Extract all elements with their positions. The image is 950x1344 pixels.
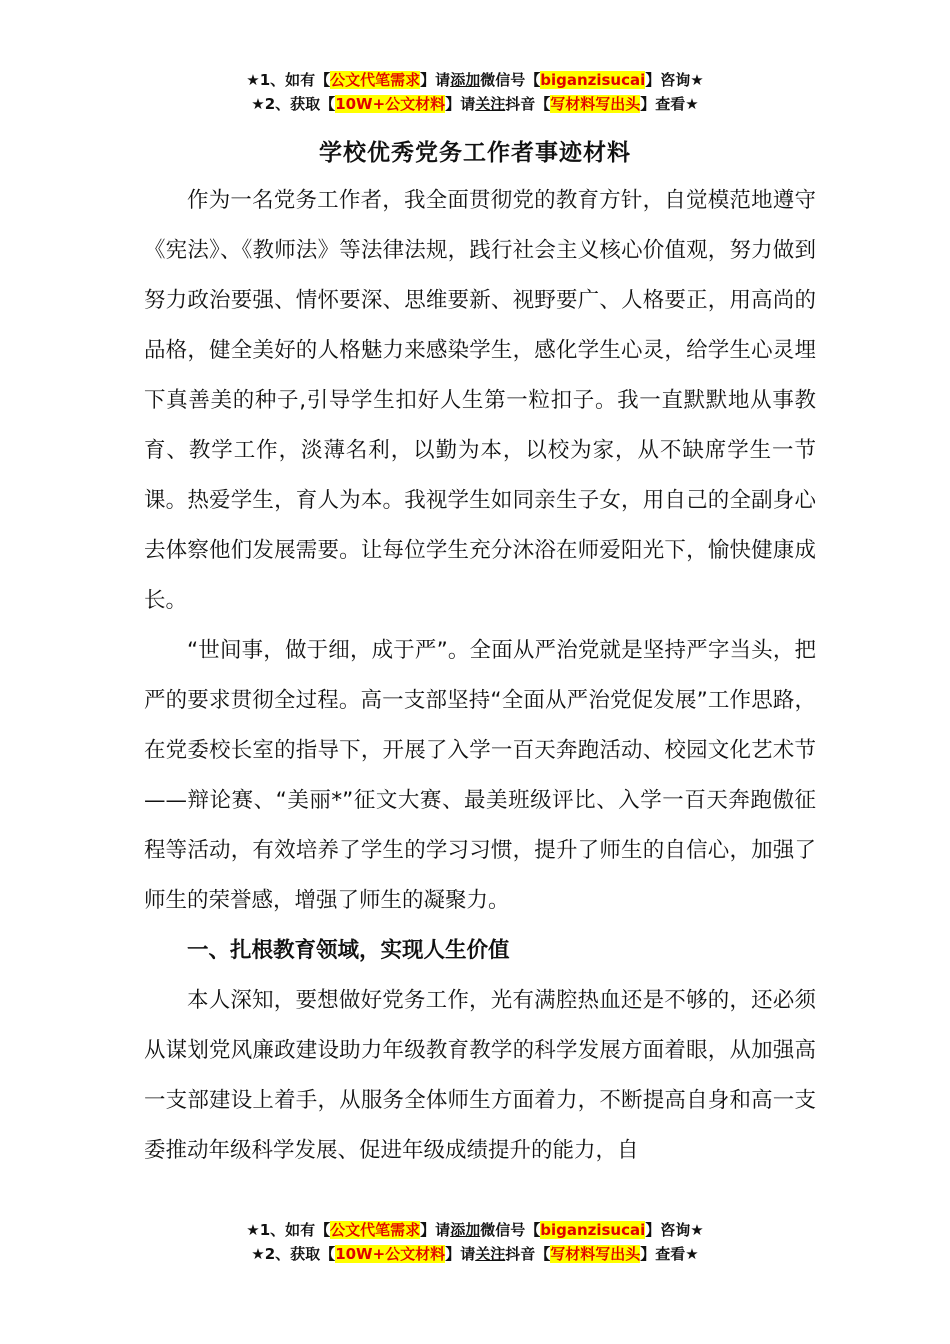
banner-line-1 xyxy=(0,68,950,92)
banner-highlight: 10W+公文材料 xyxy=(335,1245,446,1263)
banner-highlight: 公文代笔需求 xyxy=(330,71,421,89)
banner-text: 抖音【 xyxy=(505,95,551,113)
banner-text: ★2、获取【 xyxy=(251,95,336,113)
banner-highlight: 公文代笔需求 xyxy=(330,1221,421,1239)
header-banner xyxy=(0,68,950,116)
banner-text: ★2、获取【 xyxy=(251,1245,336,1263)
banner-underline: 添加 xyxy=(450,71,481,89)
banner-text: ★1、如有【 xyxy=(246,1221,331,1239)
banner-text: 】请 xyxy=(445,95,476,113)
banner-text: 】请 xyxy=(420,71,451,89)
banner-text: ★1、如有【 xyxy=(246,71,331,89)
banner-text: 】咨询★ xyxy=(645,71,704,89)
banner-line-1 xyxy=(0,1218,950,1242)
banner-underline: 关注 xyxy=(475,95,506,113)
banner-text: 】查看★ xyxy=(640,1245,699,1263)
document-body xyxy=(144,176,816,1176)
section-heading: 一、扎根教育领域，实现人生价值 xyxy=(187,938,510,963)
banner-text: 】查看★ xyxy=(640,95,699,113)
banner-line-2 xyxy=(0,92,950,116)
banner-text: 】咨询★ xyxy=(645,1221,704,1239)
banner-highlight: 写材料写出头 xyxy=(550,95,641,113)
banner-text: 微信号【 xyxy=(480,1221,541,1239)
paragraph: 作为一名党务工作者，我全面贯彻党的教育方针，自觉模范地遵守《宪法》、《教师法》等法律法规，践行社会主义核心价值观，努力做到努力政治要强、情怀要深、思维要新、视野要广、人格要正，用高尚的品格，健全美好的人格魅力来感染学生，感化学生心灵，给学生心灵埋下真善美的种子,引导学生扣好人生第一粒扣子。我一直默默地从事教育、教学工作，淡薄名利，以勤为本，以校为家，从不缺席学生一节课。热爱学生，育人为本。我视学生如同亲生子女，用自己的全副身心去体察他们发展需要。让每位学生充分沐浴在师爱阳光下，愉快健康成长。 xyxy=(144,188,816,613)
banner-text: 】请 xyxy=(420,1221,451,1239)
document-title: 学校优秀党务工作者事迹材料 xyxy=(319,140,631,166)
banner-highlight: 10W+公文材料 xyxy=(335,95,446,113)
paragraph: 本人深知，要想做好党务工作，光有满腔热血还是不够的，还必须从谋划党风廉政建设助力年级教育教学的科学发展方面着眼，从加强高一支部建设上着手，从服务全体师生方面着力，不断提高自身和高一支委推动年级科学发展、促进年级成绩提升的能力，自 xyxy=(144,988,816,1163)
footer-banner xyxy=(0,1218,950,1266)
banner-text: 抖音【 xyxy=(505,1245,551,1263)
banner-highlight: 写材料写出头 xyxy=(550,1245,641,1263)
banner-highlight: biganzisucai xyxy=(540,1221,646,1239)
banner-underline: 关注 xyxy=(475,1245,506,1263)
banner-text: 微信号【 xyxy=(480,71,541,89)
paragraph: “世间事，做于细，成于严”。全面从严治党就是坚持严字当头，把严的要求贯彻全过程。高一支部坚持“全面从严治党促发展”工作思路，在党委校长室的指导下，开展了入学一百天奔跑活动、校园文化艺术节——辩论赛、“美丽*”征文大赛、最美班级评比、入学一百天奔跑傲征程等活动，有效培养了学生的学习习惯，提升了师生的自信心，加强了师生的荣誉感，增强了师生的凝聚力。 xyxy=(144,638,816,913)
banner-highlight: biganzisucai xyxy=(540,71,646,89)
banner-underline: 添加 xyxy=(450,1221,481,1239)
banner-line-2 xyxy=(0,1242,950,1266)
banner-text: 】请 xyxy=(445,1245,476,1263)
